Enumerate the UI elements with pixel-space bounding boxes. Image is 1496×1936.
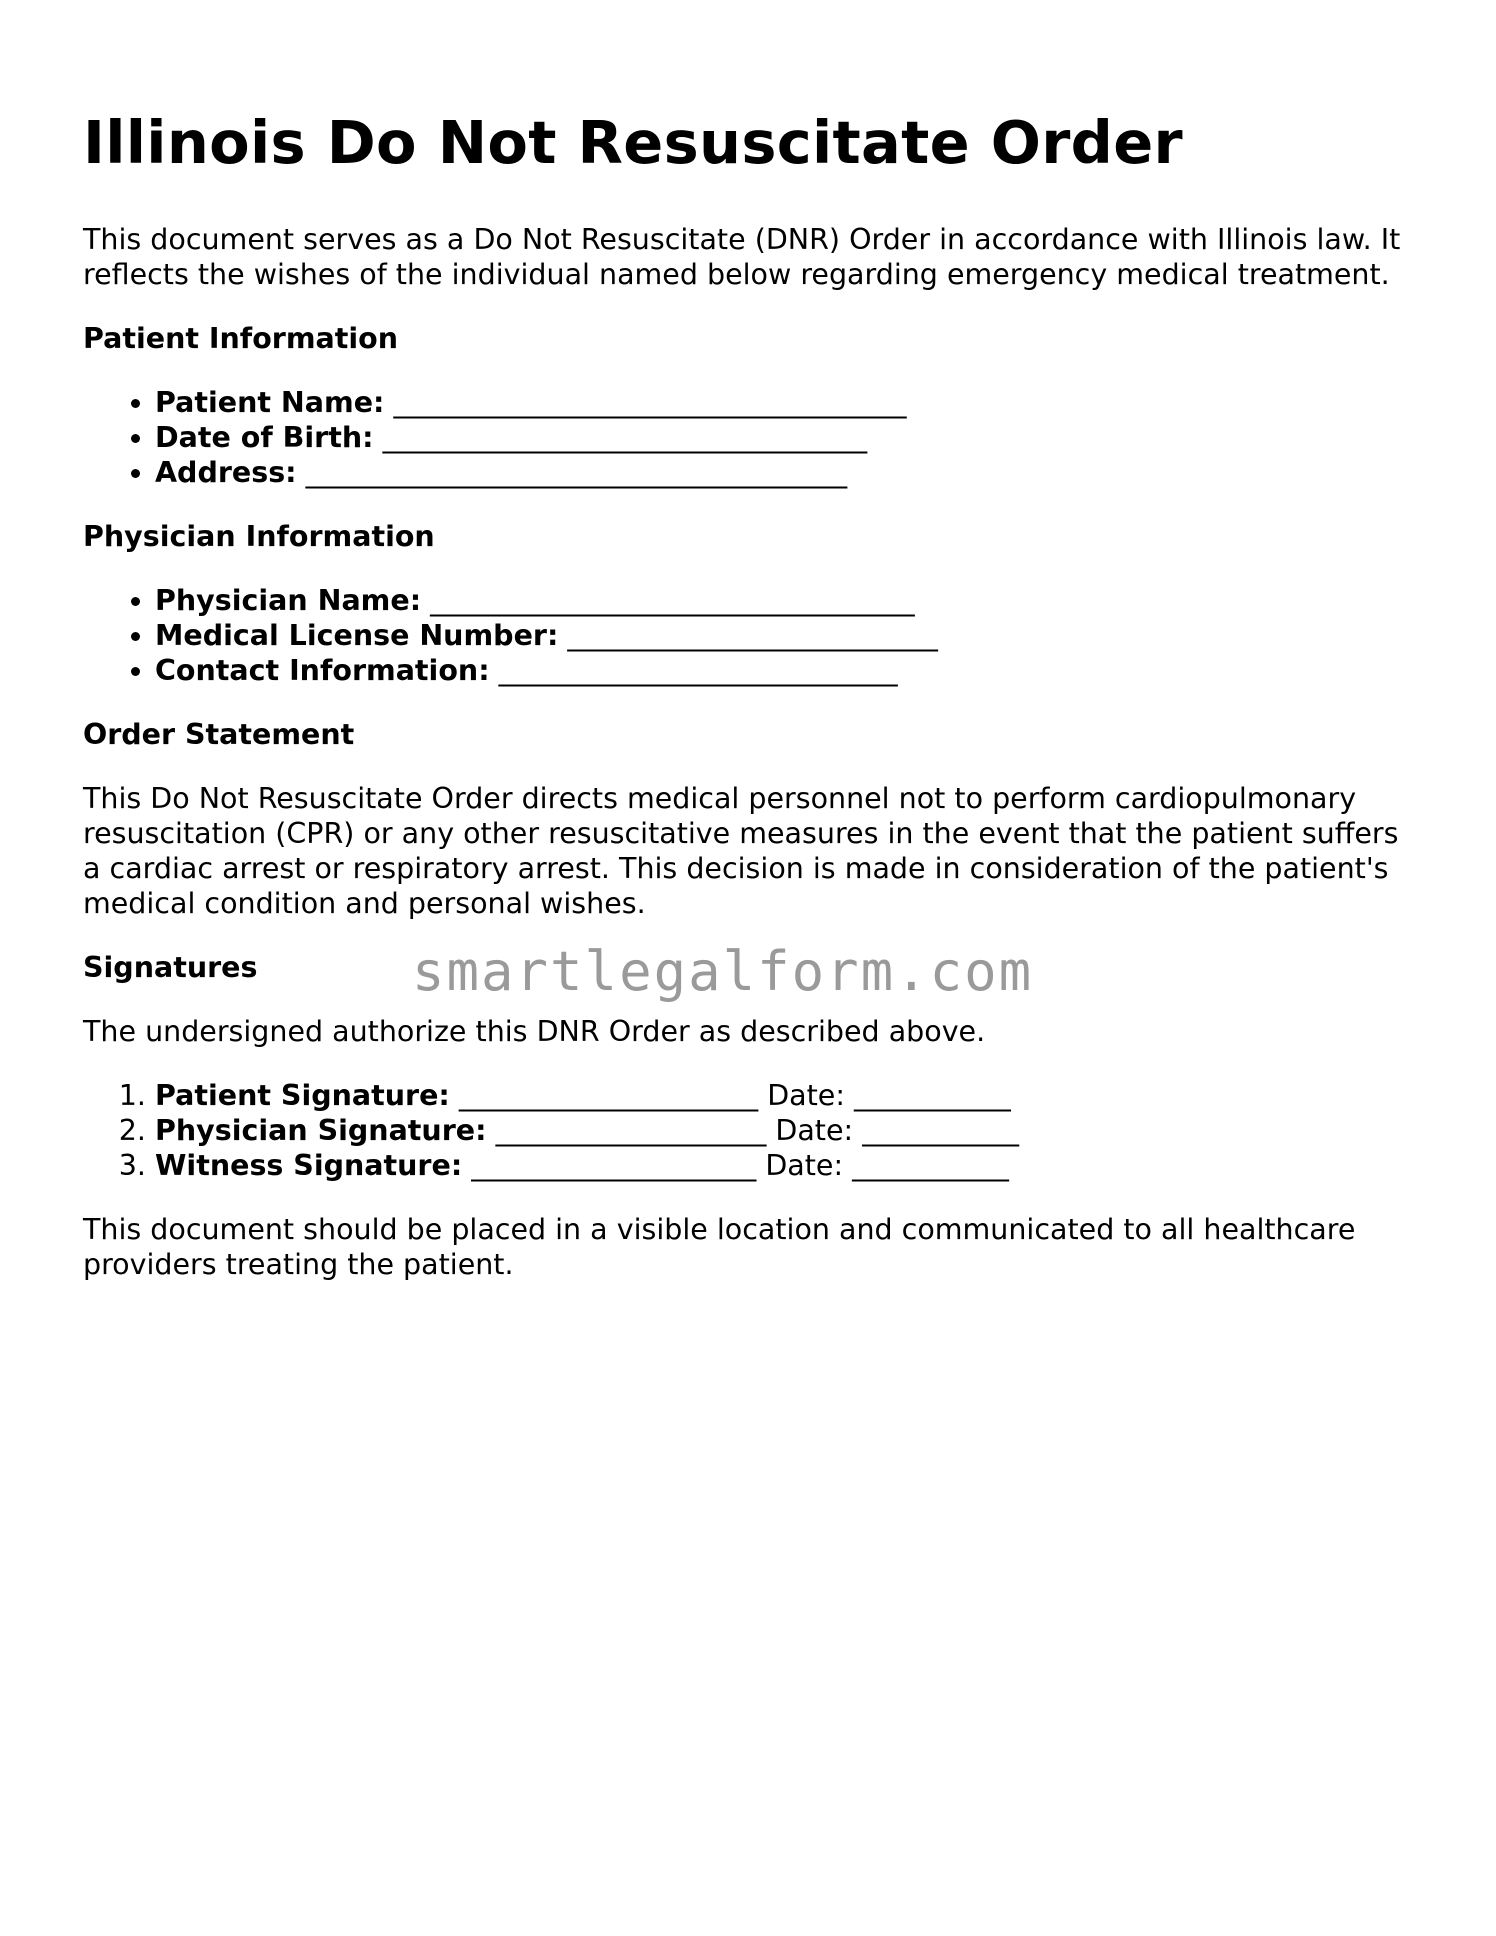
- closing-paragraph: This document should be placed in a visible location and communicated to all healthcare providers treating the patient.: [83, 1213, 1356, 1281]
- patient-info-heading: Patient Information: [83, 322, 399, 355]
- date-label: Date:: [775, 1114, 854, 1147]
- physician-name-item: [155, 583, 1423, 618]
- field-label: Date of Birth:: [155, 421, 374, 454]
- signatures-heading: Signatures: [83, 951, 258, 984]
- physician-date-blank[interactable]: ___________: [862, 1114, 1019, 1147]
- physician-signature-item: [155, 1113, 1423, 1148]
- contact-info-blank[interactable]: ____________________________: [498, 654, 898, 687]
- patient-signature-blank[interactable]: _____________________: [458, 1079, 759, 1112]
- patient-signature-item: [155, 1078, 1423, 1113]
- field-label: Address:: [155, 456, 297, 489]
- date-of-birth-item: [155, 420, 1423, 455]
- address-blank[interactable]: ______________________________________: [305, 456, 848, 489]
- witness-date-blank[interactable]: ___________: [852, 1149, 1009, 1182]
- date-label: Date:: [765, 1149, 844, 1182]
- physician-info-list: [83, 583, 1423, 688]
- witness-signature-blank[interactable]: ____________________: [471, 1149, 757, 1182]
- field-label: Medical License Number:: [155, 619, 559, 652]
- intro-paragraph: This document serves as a Do Not Resuscitate (DNR) Order in accordance with Illinois law. It reflects the wishes of the individual named below regarding emergency medical treatment.: [83, 223, 1401, 291]
- field-label: Contact Information:: [155, 654, 490, 687]
- date-of-birth-blank[interactable]: __________________________________: [382, 421, 868, 454]
- document-page: [83, 0, 1423, 1282]
- signature-label: Witness Signature:: [155, 1149, 463, 1182]
- watermark-text: smartlegalform.com: [412, 940, 1034, 1003]
- signature-label: Patient Signature:: [155, 1079, 450, 1112]
- address-item: [155, 455, 1423, 490]
- patient-info-list: [83, 385, 1423, 490]
- physician-signature-blank[interactable]: ___________________: [495, 1114, 767, 1147]
- license-number-blank[interactable]: __________________________: [567, 619, 938, 652]
- field-label: Patient Name:: [155, 386, 385, 419]
- document-title: Illinois Do Not Resuscitate Order: [83, 108, 1183, 177]
- date-label: Date:: [767, 1079, 845, 1112]
- order-statement-heading: Order Statement: [83, 718, 355, 751]
- license-number-item: [155, 618, 1423, 653]
- signature-label: Physician Signature:: [155, 1114, 487, 1147]
- field-label: Physician Name:: [155, 584, 422, 617]
- signatures-intro: The undersigned authorize this DNR Order as described above.: [83, 1015, 986, 1048]
- witness-signature-item: [155, 1148, 1423, 1183]
- physician-name-blank[interactable]: __________________________________: [430, 584, 915, 617]
- patient-name-item: [155, 385, 1423, 420]
- patient-date-blank[interactable]: ___________: [854, 1079, 1011, 1112]
- contact-info-item: [155, 653, 1423, 688]
- patient-name-blank[interactable]: ____________________________________: [393, 386, 907, 419]
- order-statement-text: This Do Not Resuscitate Order directs medical personnel not to perform cardiopulmonary resuscitation (CPR) or any other resuscitative measures in the event that the patient suffers a cardiac arrest or respiratory arrest. This decision is made in consideration of the patient's medical condition and personal wishes.: [83, 782, 1399, 920]
- physician-info-heading: Physician Information: [83, 520, 435, 553]
- signatures-list: [83, 1078, 1423, 1183]
